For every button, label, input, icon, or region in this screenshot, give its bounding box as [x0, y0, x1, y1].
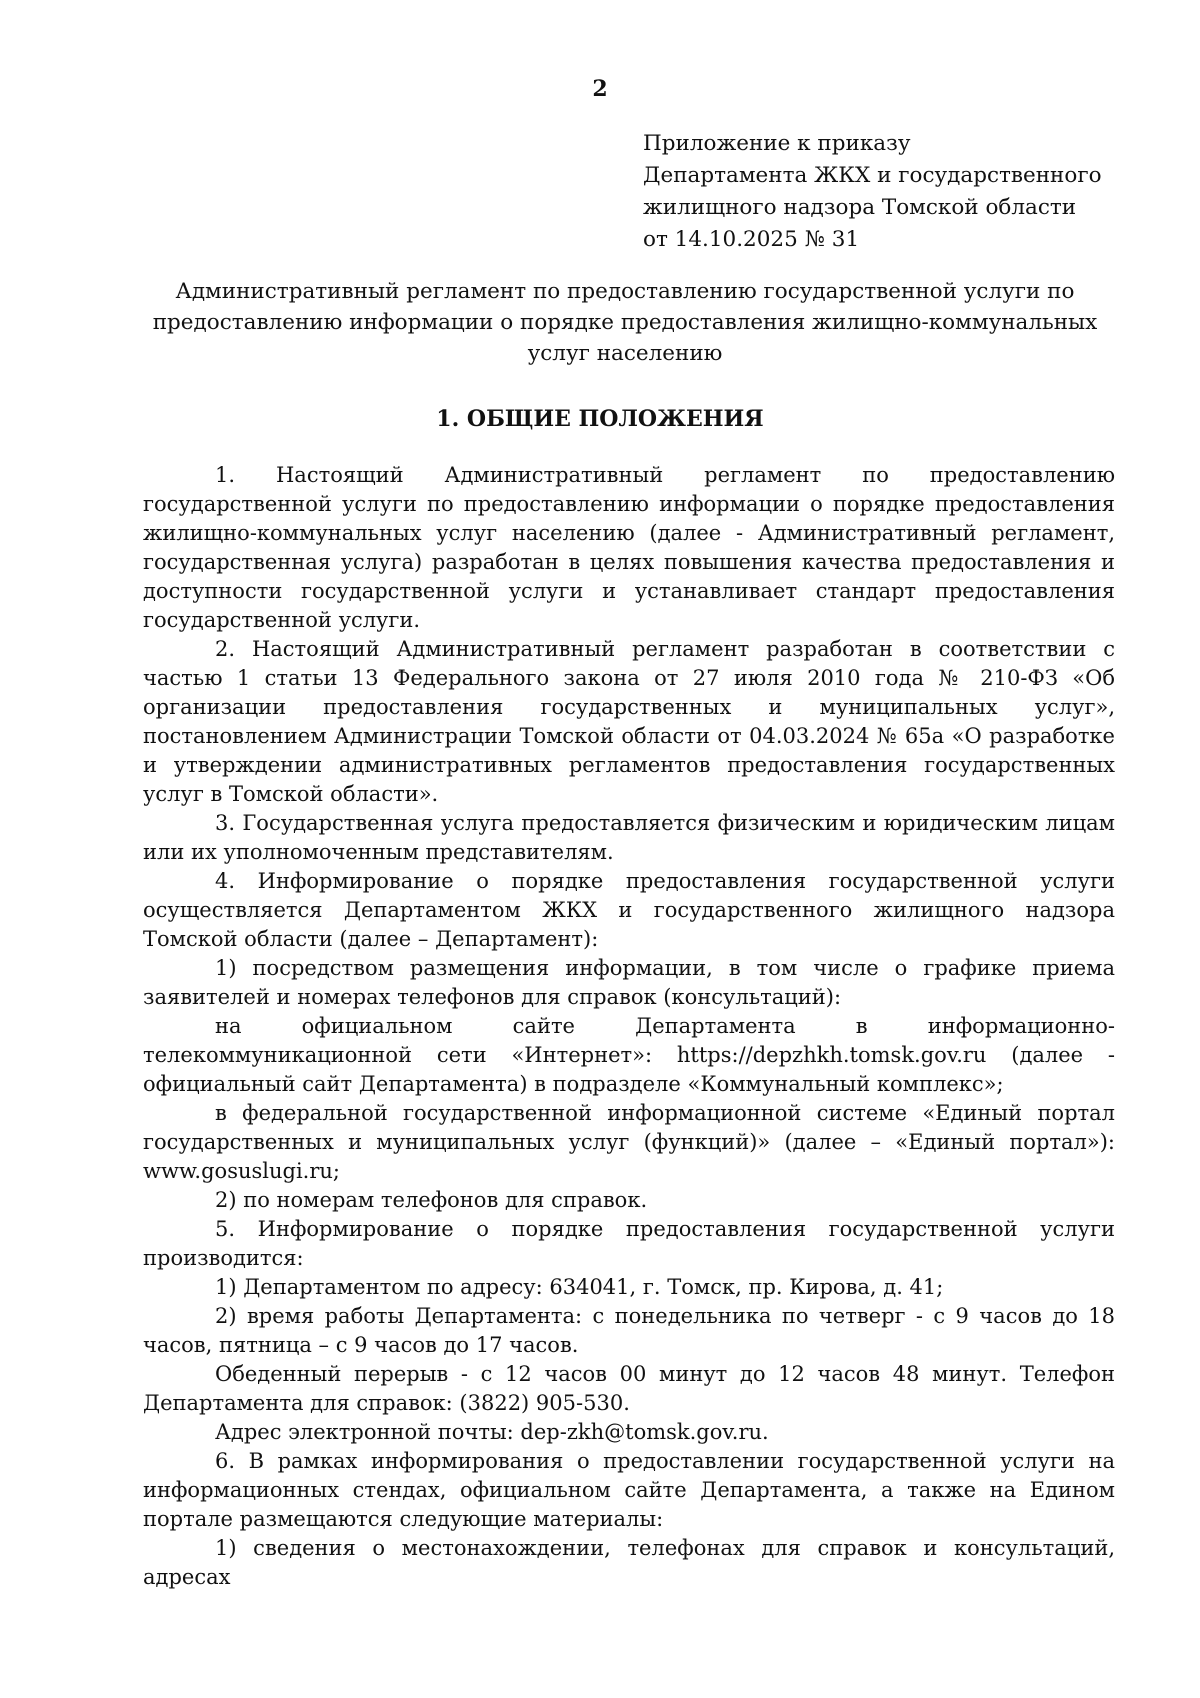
- appendix-line: Департамента ЖКХ и государственного: [643, 163, 1102, 188]
- document-title: [150, 276, 1100, 369]
- paragraph: на официальном сайте Департамента в информационно-телекоммуникационной сети «Интернет»: https://depzhkh.tomsk.gov.ru (далее - официальный сайт Департамента) в подразделе «Коммунальный комплекс»;: [143, 1014, 1115, 1096]
- paragraph: Обеденный перерыв - с 12 часов 00 минут до 12 часов 48 минут. Телефон Департамента для справок: (3822) 905-530.: [143, 1362, 1115, 1415]
- paragraph: 4. Информирование о порядке предоставления государственной услуги осуществляется Департаментом ЖКХ и государственного жилищного надзора Томской области (далее – Департамент):: [143, 869, 1115, 951]
- paragraph: 2) по номерам телефонов для справок.: [215, 1188, 648, 1212]
- paragraph: 1) посредством размещения информации, в том числе о графике приема заявителей и номерах телефонов для справок (консультаций):: [143, 956, 1115, 1009]
- paragraph: Адрес электронной почты: dep-zkh@tomsk.gov.ru.: [215, 1420, 769, 1444]
- appendix-line: Приложение к приказу: [643, 131, 911, 156]
- paragraph: 2) время работы Департамента: с понедельника по четверг - с 9 часов до 18 часов, пятница – с 9 часов до 17 часов.: [143, 1304, 1115, 1357]
- appendix-block: [643, 128, 1163, 256]
- document-body: [143, 461, 1115, 1592]
- paragraph: в федеральной государственной информационной системе «Единый портал государственных и муниципальных услуг (функций)» (далее – «Единый портал»): www.gosuslugi.ru;: [143, 1101, 1115, 1183]
- paragraph: 3. Государственная услуга предоставляется физическим и юридическим лицам или их уполномоченным представителям.: [143, 811, 1115, 864]
- title-line: услуг населению: [527, 341, 723, 366]
- appendix-line: от 14.10.2025 № 31: [643, 227, 860, 252]
- paragraph: 1) Департаментом по адресу: 634041, г. Томск, пр. Кирова, д. 41;: [215, 1275, 944, 1299]
- paragraph: 5. Информирование о порядке предоставления государственной услуги производится:: [143, 1217, 1115, 1270]
- appendix-line: жилищного надзора Томской области: [643, 195, 1077, 220]
- paragraph: 6. В рамках информирования о предоставлении государственной услуги на информационных стендах, официальном сайте Департамента, а также на Едином портале размещаются следующие материалы:: [143, 1449, 1115, 1531]
- title-line: Административный регламент по предоставлению государственной услуги по: [175, 279, 1075, 304]
- section-heading: 1. ОБЩИЕ ПОЛОЖЕНИЯ: [436, 406, 764, 432]
- paragraph: 1) сведения о местонахождении, телефонах для справок и консультаций, адресах: [143, 1536, 1115, 1589]
- title-line: предоставлению информации о порядке предоставления жилищно-коммунальных: [152, 310, 1098, 335]
- paragraph: 1. Настоящий Административный регламент по предоставлению государственной услуги по предоставлению информации о порядке предоставления жилищно-коммунальных услуг населению (далее - Административный регламент, государственная услуга) разработан в целях повышения качества предоставления и доступности государственной услуги и устанавливает стандарт предоставления государственной услуги.: [143, 463, 1115, 632]
- page-number: 2: [592, 76, 608, 102]
- paragraph: 2. Настоящий Административный регламент разработан в соответствии с частью 1 статьи 13 Федерального закона от 27 июля 2010 года № 210-ФЗ «Об организации предоставления государственных и муниципальных услуг», постановлением Администрации Томской области от 04.03.2024 № 65а «О разработке и утверждении административных регламентов предоставления государственных услуг в Томской области».: [143, 637, 1115, 806]
